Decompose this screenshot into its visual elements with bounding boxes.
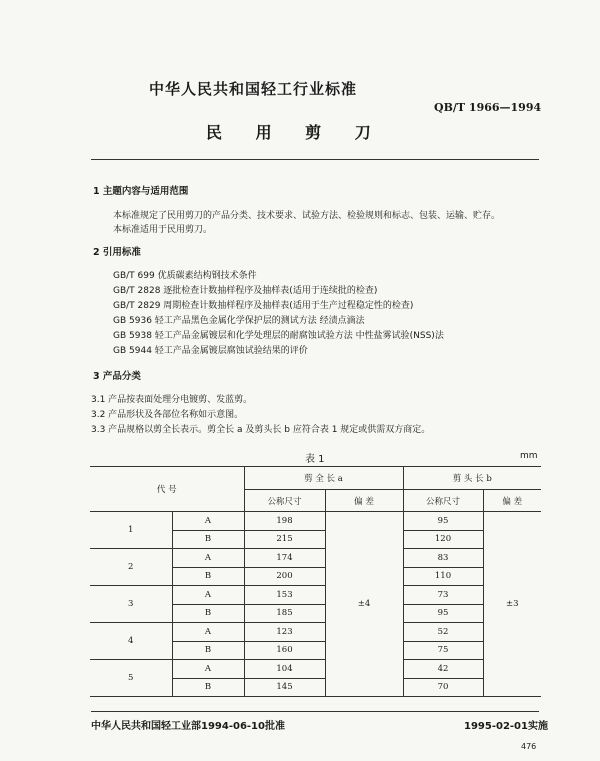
table-caption: 表 1: [305, 454, 325, 465]
type-cell: B: [172, 530, 244, 549]
nominal-b-cell: 52: [403, 623, 483, 642]
nominal-a-cell: 145: [244, 678, 325, 697]
header-head-length: 剪 头 长 b: [403, 467, 541, 490]
reference-gbt699: GB/T 699 优质碳素结构钢技术条件: [113, 271, 257, 281]
nominal-a-cell: 123: [244, 623, 325, 642]
page-number: 476: [521, 742, 537, 751]
nominal-a-cell: 185: [244, 604, 325, 623]
type-cell: A: [172, 586, 244, 605]
section-1-heading: 1 主题内容与适用范围: [93, 186, 189, 197]
footer-divider: [91, 711, 539, 712]
nominal-a-cell: 200: [244, 567, 325, 586]
clause-3-2: 3.2 产品形状及各部位名称如示意图。: [91, 410, 244, 420]
header-total-length: 剪 全 长 a: [244, 467, 403, 490]
header-deviation-b: 偏 差: [483, 490, 541, 512]
nominal-a-cell: 153: [244, 586, 325, 605]
section-1-paragraph-2: 本标准适用于民用剪刀。: [113, 225, 213, 235]
clause-3-1: 3.1 产品按表面处理分电镀剪、发蓝剪。: [91, 395, 253, 405]
group-cell: 5: [90, 660, 172, 697]
header-divider: [91, 159, 539, 160]
group-cell: 3: [90, 586, 172, 623]
reference-gbt2828: GB/T 2828 逐批检查计数抽样程序及抽样表(适用于连续批的检查): [113, 286, 378, 296]
type-cell: B: [172, 604, 244, 623]
table-row: [90, 586, 541, 605]
nominal-b-cell: 110: [403, 567, 483, 586]
clause-3-3: 3.3 产品规格以剪全长表示。剪全长 a 及剪头长 b 应符合表 1 规定或供需双方商定。: [91, 425, 431, 435]
table-row: [90, 623, 541, 642]
table-row: [90, 549, 541, 568]
group-cell: 1: [90, 512, 172, 549]
group-cell: 4: [90, 623, 172, 660]
header-nominal-b: 公称尺寸: [403, 490, 483, 512]
table-row: [90, 660, 541, 679]
nominal-b-cell: 95: [403, 604, 483, 623]
reference-gb5938: GB 5938 轻工产品金属镀层和化学处理层的耐腐蚀试验方法 中性盐雾试验(NSS)法: [113, 331, 444, 341]
group-cell: 2: [90, 549, 172, 586]
table-header-row: [90, 467, 541, 490]
implementation-date: 1995-02-01实施: [464, 721, 548, 732]
nominal-b-cell: 42: [403, 660, 483, 679]
header-deviation-a: 偏 差: [325, 490, 403, 512]
nominal-b-cell: 83: [403, 549, 483, 568]
type-cell: A: [172, 660, 244, 679]
document-title: 民 用 剪 刀: [206, 123, 385, 142]
header-code: 代 号: [90, 467, 244, 512]
type-cell: A: [172, 512, 244, 531]
section-3-heading: 3 产品分类: [93, 371, 141, 382]
issuing-organization: 中华人民共和国轻工行业标准: [149, 80, 358, 98]
nominal-a-cell: 104: [244, 660, 325, 679]
section-1-paragraph-1: 本标准规定了民用剪刀的产品分类、技术要求、试验方法、检验规则和标志、包装、运输、贮存。: [113, 211, 501, 221]
reference-gbt2829: GB/T 2829 周期检查计数抽样程序及抽样表(适用于生产过程稳定性的检查): [113, 301, 414, 311]
dimension-table: [90, 466, 541, 697]
nominal-b-cell: 70: [403, 678, 483, 697]
nominal-b-cell: 75: [403, 641, 483, 660]
reference-gb5936: GB 5936 轻工产品黑色金属化学保护层的测试方法 经渍点滴法: [113, 316, 365, 326]
nominal-a-cell: 198: [244, 512, 325, 531]
type-cell: B: [172, 641, 244, 660]
table-row: [90, 512, 541, 531]
nominal-a-cell: 174: [244, 549, 325, 568]
nominal-a-cell: 160: [244, 641, 325, 660]
nominal-b-cell: 95: [403, 512, 483, 531]
header-nominal-a: 公称尺寸: [244, 490, 325, 512]
type-cell: A: [172, 549, 244, 568]
table-unit: mm: [520, 451, 538, 461]
nominal-a-cell: 215: [244, 530, 325, 549]
type-cell: B: [172, 678, 244, 697]
tolerance-b-cell: ±3: [483, 512, 541, 697]
standard-code: QB/T 1966—1994: [434, 101, 542, 114]
tolerance-a-cell: ±4: [325, 512, 403, 697]
type-cell: B: [172, 567, 244, 586]
approval-line: 中华人民共和国轻工业部1994-06-10批准: [91, 721, 285, 732]
nominal-b-cell: 120: [403, 530, 483, 549]
reference-gb5944: GB 5944 轻工产品金属镀层腐蚀试验结果的评价: [113, 346, 308, 356]
section-2-heading: 2 引用标准: [93, 247, 141, 258]
type-cell: A: [172, 623, 244, 642]
nominal-b-cell: 73: [403, 586, 483, 605]
